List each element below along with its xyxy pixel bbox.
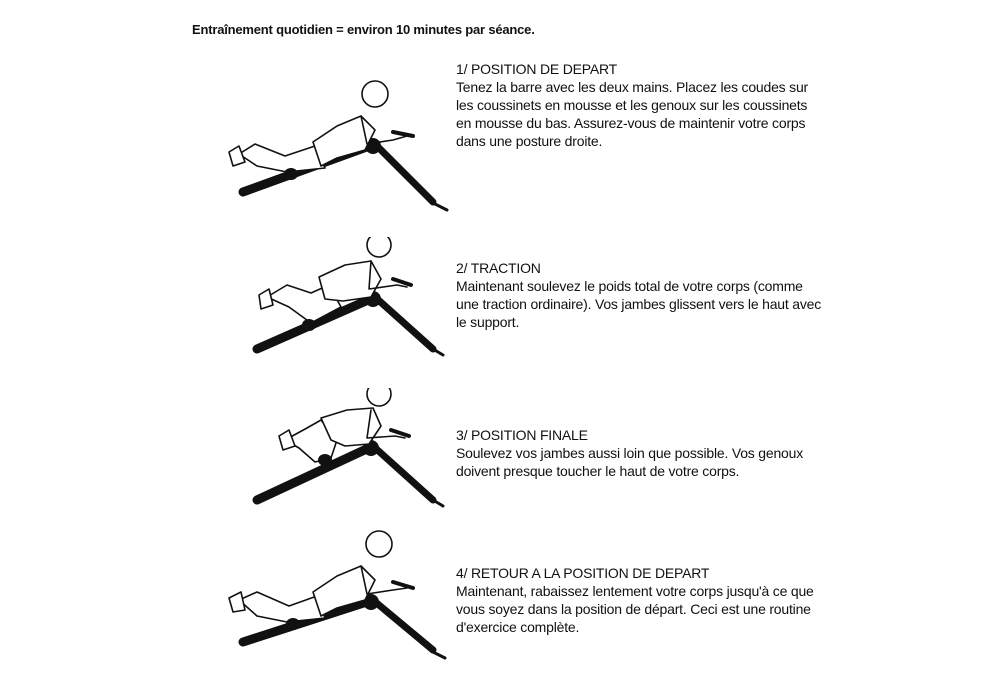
step-1-text: Tenez la barre avec les deux mains. Placez les coudes sur les coussinets en mousse et les genoux sur les coussinets en mousse du bas. Assurez-vous de maintenir votre corps dans une posture droite.	[456, 79, 809, 149]
step-1-title: 1/ POSITION DE DEPART	[456, 61, 617, 77]
exercise-figure-return	[225, 530, 455, 660]
step-3-text: Soulevez vos jambes aussi loin que possible. Vos genoux doivent presque toucher le haut de votre corps.	[456, 445, 803, 479]
exercise-figure-traction	[245, 237, 455, 367]
exercise-figure-start	[225, 74, 455, 214]
step-2-title: 2/ TRACTION	[456, 260, 541, 276]
step-2-text: Maintenant soulevez le poids total de votre corps (comme une traction ordinaire). Vos jambes glissent vers le haut avec le support.	[456, 278, 822, 330]
step-4-title: 4/ RETOUR A LA POSITION DE DEPART	[456, 565, 710, 581]
exercise-figure-final	[245, 388, 455, 518]
step-3-title: 3/ POSITION FINALE	[456, 427, 588, 443]
step-4-text: Maintenant, rabaissez lentement votre corps jusqu'à ce que vous soyez dans la position de départ. Ceci est une routine d'exercice complète.	[456, 583, 814, 635]
page-title: Entraînement quotidien = environ 10 minutes par séance.	[192, 22, 535, 37]
